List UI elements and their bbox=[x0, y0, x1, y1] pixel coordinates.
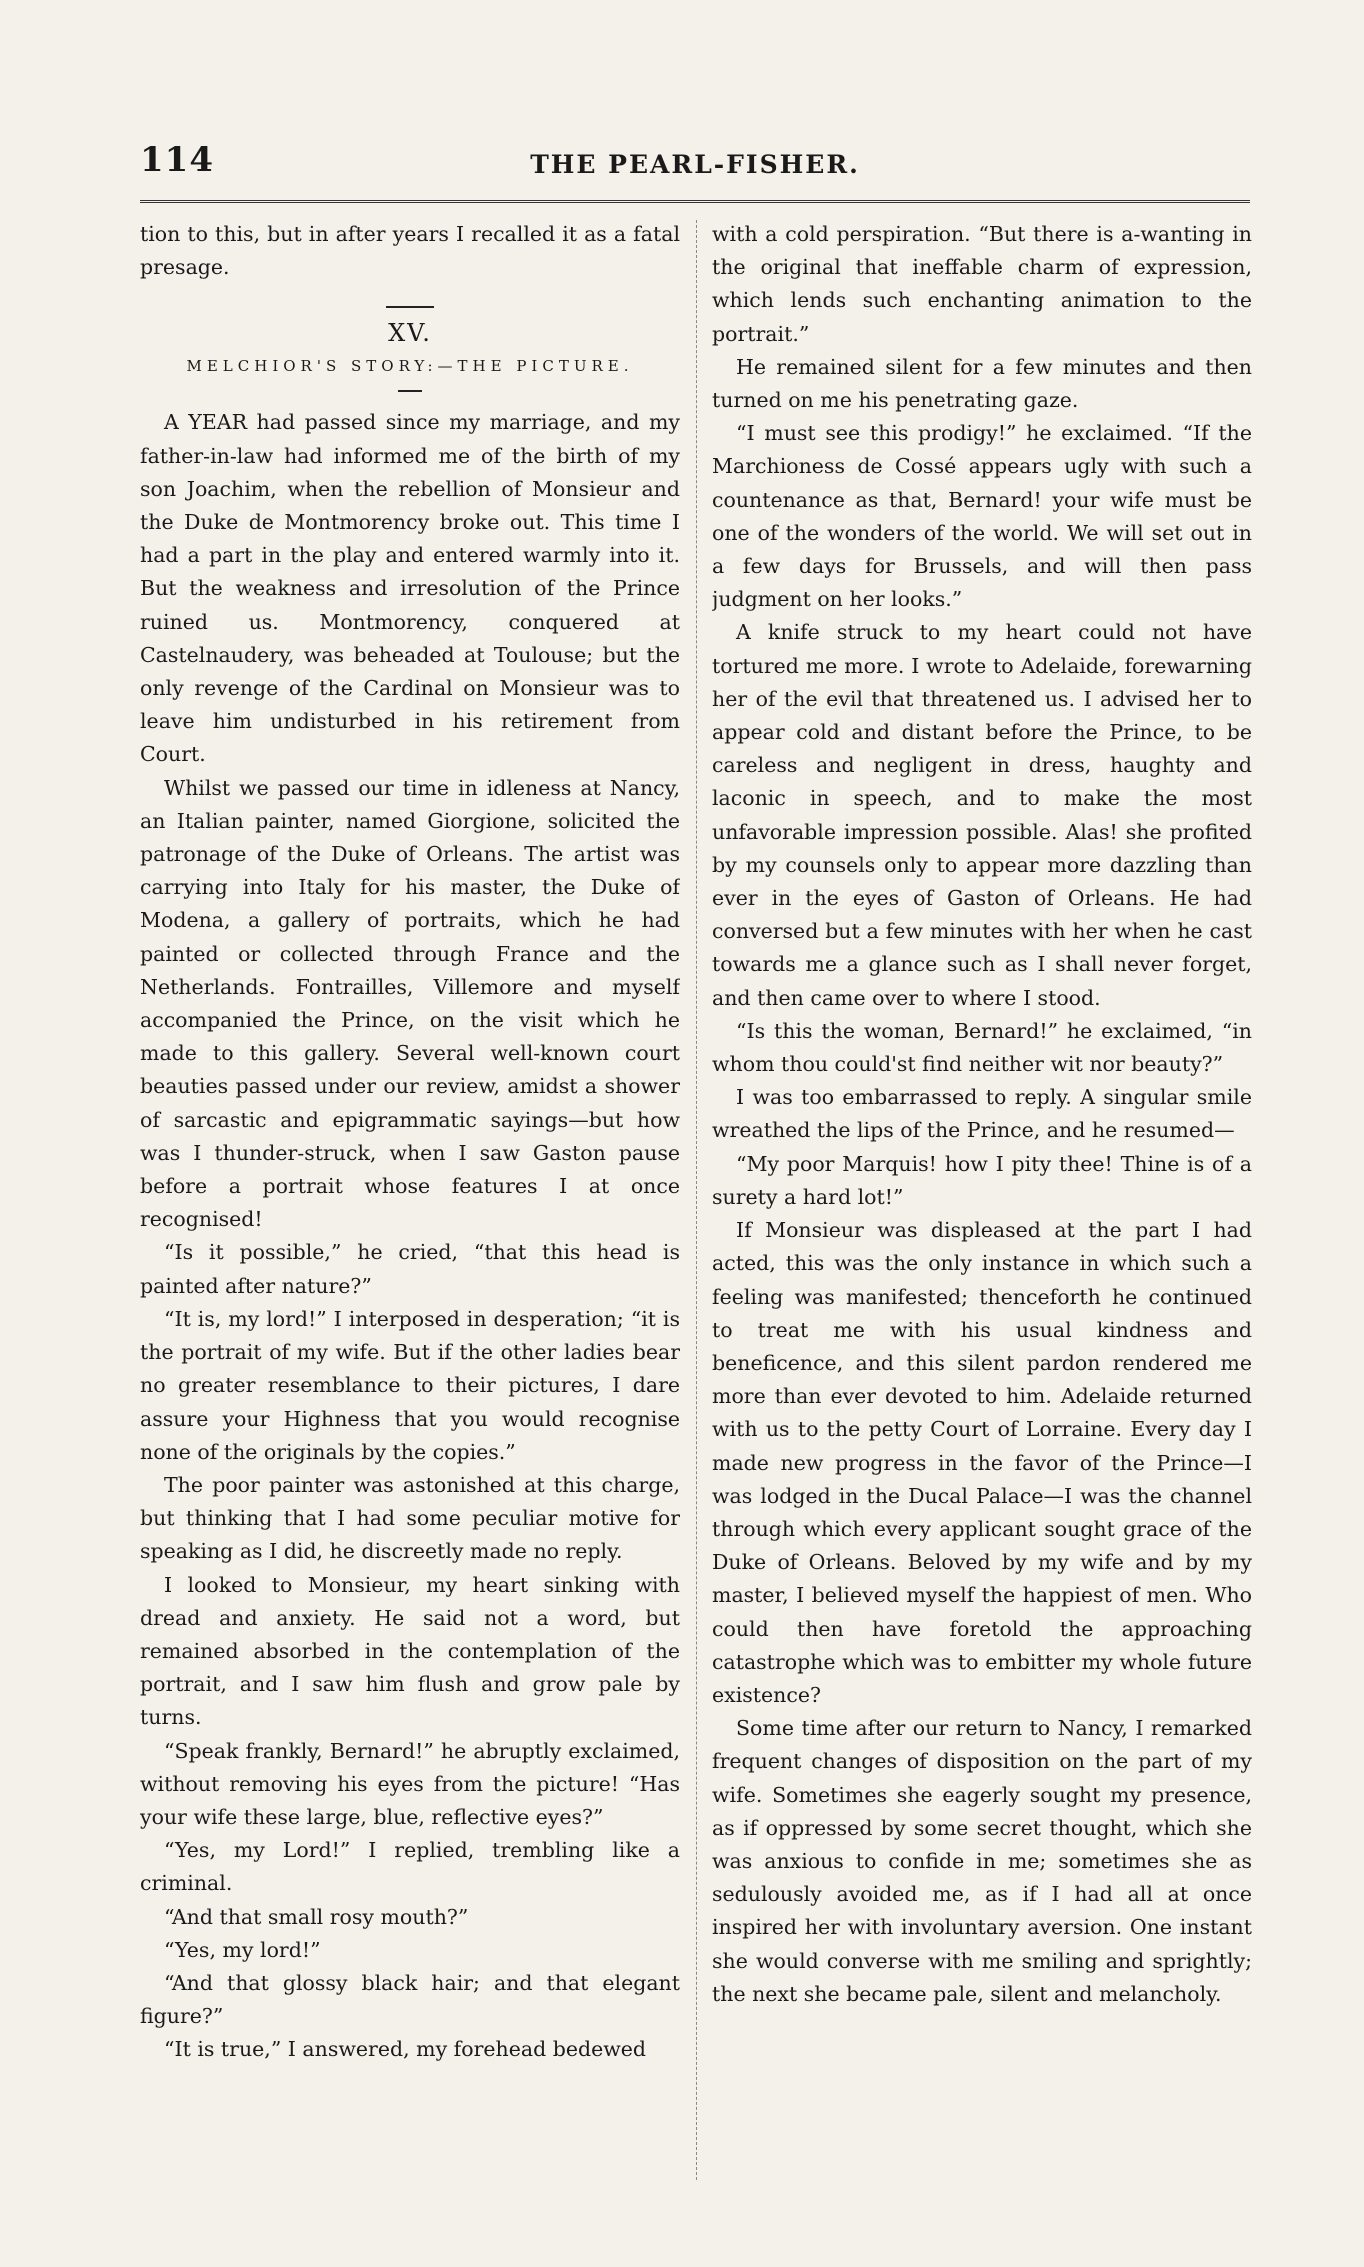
paragraph: The poor painter was astonished at this charge, but thinking that I had some peculiar motive for speaking as I did, he discreetly made no reply. bbox=[140, 1472, 680, 1564]
paragraph: “Is this the woman, Bernard!” he exclaimed, “in whom thou could'st find neither wit nor beauty?” bbox=[712, 1018, 1252, 1077]
page-number: 114 bbox=[140, 140, 214, 180]
left-column bbox=[140, 218, 680, 2178]
chapter-number: XV. bbox=[388, 319, 432, 348]
paragraph: A knife struck to my heart could not have tortured me more. I wrote to Adelaide, forewarning her of the evil that threatened us. I advised her to appear cold and distant before the Prince, to be careless and negligent in dress, haughty and laconic in speech, and to make the most unfavorable impression possible. Alas! she profited by my counsels only to appear more dazzling than ever in the eyes of Gaston of Orleans. He had conversed but a few minutes with her when he cast towards me a glance such as I shall never forget, and then came over to where I stood. bbox=[712, 620, 1252, 1010]
paragraph: “And that glossy black hair; and that elegant figure?” bbox=[140, 1970, 680, 2029]
running-title: THE PEARL-FISHER. bbox=[530, 150, 860, 179]
paragraph: “It is, my lord!” I interposed in desperation; “it is the portrait of my wife. But if the other ladies bear no greater resemblance to their pictures, I dare assure your Highness that you would recognise none of the originals by the copies.” bbox=[140, 1306, 680, 1464]
paragraph: “Yes, my Lord!” I replied, trembling like a criminal. bbox=[140, 1838, 680, 1896]
paragraph: “And that small rosy mouth?” bbox=[164, 1904, 469, 1929]
paragraph: “It is true,” I answered, my forehead bedewed bbox=[164, 2037, 647, 2062]
paragraph: “Is it possible,” he cried, “that this head is painted after nature?” bbox=[140, 1240, 680, 1298]
paragraph: Some time after our return to Nancy, I remarked frequent changes of disposition on the part of my wife. Sometimes she eagerly sought my presence, as if oppressed by some secret thought, which she was anxious to confide in me; sometimes she as sedulously avoided me, as if I had all at once inspired her with involuntary aversion. One instant she would converse with me smiling and sprightly; the next she became pale, silent and melancholy. bbox=[712, 1716, 1252, 2006]
paragraph: I was too embarrassed to reply. A singular smile wreathed the lips of the Prince, and he resumed— bbox=[712, 1085, 1252, 1143]
paragraph: “Speak frankly, Bernard!” he abruptly exclaimed, without removing his eyes from the picture! “Has your wife these large, blue, reflective eyes?” bbox=[140, 1738, 680, 1829]
chapter-title: MELCHIOR'S STORY:—THE PICTURE. bbox=[186, 357, 634, 376]
paragraph: “I must see this prodigy!” he exclaimed. “If the Marchioness de Cossé appears ugly with such a countenance as that, Bernard! your wife must be one of the wonders of the world. We will set out in a few days for Brussels, and will then pass judgment on her looks.” bbox=[712, 421, 1252, 612]
chapter-rule-top bbox=[386, 306, 434, 308]
page-header bbox=[140, 140, 1250, 200]
paragraph: A YEAR had passed since my marriage, and my father-in-law had informed me of the birth of my son Joachim, when the rebellion of Monsieur and the Duke de Montmorency broke out. This time I had a part in the play and entered warmly into it. But the weakness and irresolution of the Prince ruined us. Montmorency, conquered at Castelnaudery, was beheaded at Toulouse; but the only revenge of the Cardinal on Monsieur was to leave him undisturbed in his retirement from Court. bbox=[140, 410, 680, 767]
paragraph: tion to this, but in after years I recalled it as a fatal presage. bbox=[140, 222, 680, 280]
paragraph: “Yes, my lord!” bbox=[164, 1937, 321, 1962]
paragraph: “My poor Marquis! how I pity thee! Thine is of a surety a hard lot!” bbox=[712, 1151, 1252, 1209]
paragraph: I looked to Monsieur, my heart sinking with dread and anxiety. He said not a word, but remained absorbed in the contemplation of the portrait, and I saw him flush and grow pale by turns. bbox=[140, 1572, 680, 1730]
column-divider bbox=[696, 220, 697, 2180]
header-rule bbox=[140, 200, 1250, 203]
paragraph: Whilst we passed our time in idleness at Nancy, an Italian painter, named Giorgione, solicited the patronage of the Duke of Orleans. The artist was carrying into Italy for his master, the Duke of Modena, a gallery of portraits, which he had painted or collected through France and the Netherlands. Fontrailles, Villemore and myself accompanied the Prince, on the visit which he made to this gallery. Several well-known court beauties passed under our review, amidst a shower of sarcastic and epigrammatic sayings—but how was I thunder-struck, when I saw Gaston pause before a portrait whose features I at once recognised! bbox=[140, 775, 680, 1232]
paragraph: If Monsieur was displeased at the part I had acted, this was the only instance in which such a feeling was manifested; thenceforth he continued to treat me with his usual kindness and beneficence, and this silent pardon rendered me more than ever devoted to him. Adelaide returned with us to the petty Court of Lorraine. Every day I made new progress in the favor of the Prince—I was lodged in the Ducal Palace—I was the channel through which every applicant sought grace of the Duke of Orleans. Beloved by my wife and by my master, I believed myself the happiest of men. Who could then have foretold the approaching catastrophe which was to embitter my whole future existence? bbox=[712, 1218, 1252, 1707]
paragraph: He remained silent for a few minutes and then turned on me his penetrating gaze. bbox=[712, 354, 1252, 413]
right-column bbox=[712, 218, 1252, 2178]
chapter-heading bbox=[140, 306, 680, 392]
chapter-rule-bottom bbox=[398, 390, 422, 392]
paragraph: with a cold perspiration. “But there is a-wanting in the original that ineffable charm of expression, which lends such enchanting animation to the portrait.” bbox=[712, 222, 1252, 346]
